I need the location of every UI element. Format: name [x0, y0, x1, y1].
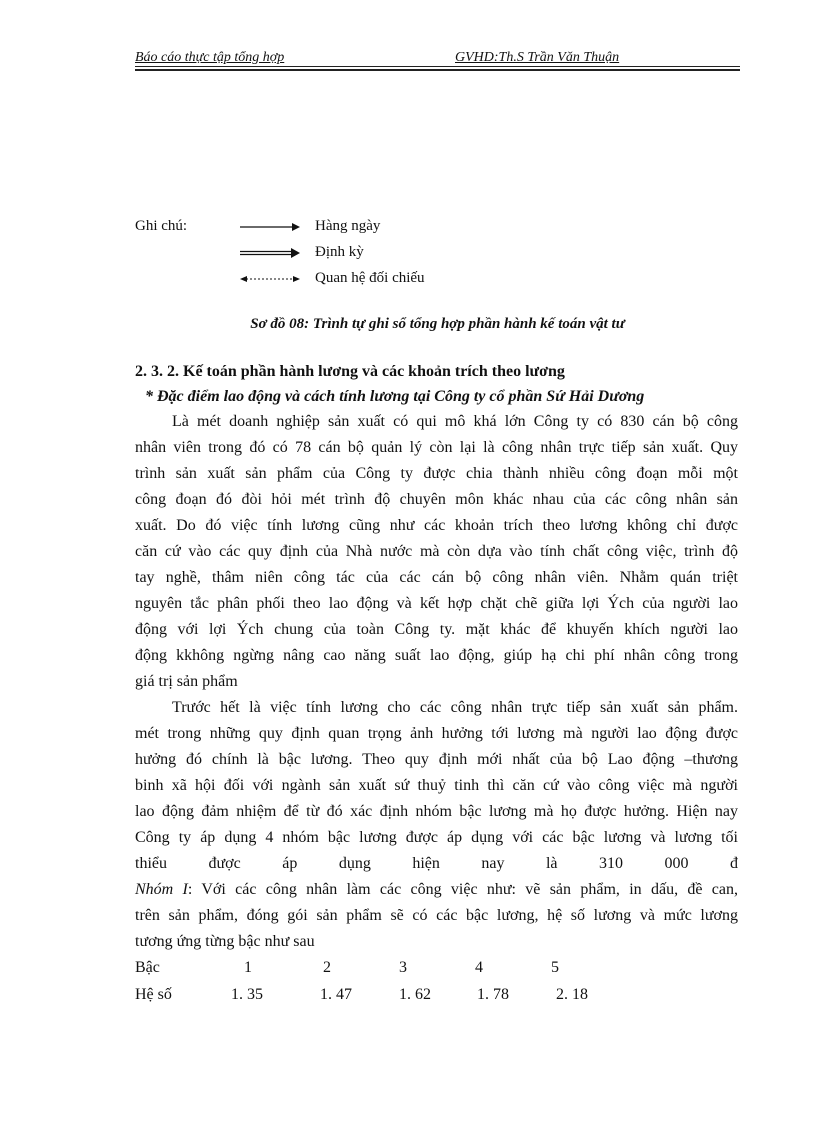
grade-value: 1 — [244, 959, 252, 976]
paragraph-line: động với lợi Ých chung của toàn Công ty. mặt khác để khuyến khích người lao — [135, 621, 738, 638]
paragraph-line: trên sản phẩm, đóng gói sản phẩm sẽ có các bậc lương, hệ số lương và mức lương — [135, 907, 738, 924]
paragraph-line: động kkhông ngừng nâng cao năng suất lao động, giúp hạ chi phí nhân công trong — [135, 647, 738, 664]
group1-text: : Với các công nhân làm các công việc như: vẽ sản phẩm, in dấu, đề can, — [187, 881, 738, 898]
paragraph-line: căn cứ vào các quy định của Nhà nước mà còn dựa vào tính chất công việc, trình độ — [135, 543, 738, 560]
paragraph-line: binh xã hội đối với ngành sản xuất sứ thuỷ tinh thì căn cứ vào công việc mà người — [135, 777, 738, 794]
subsection-heading: * Đặc điểm lao động và cách tính lương tại Công ty cổ phần Sứ Hải Dương — [145, 388, 645, 405]
coefficient-value: 1. 35 — [231, 986, 263, 1003]
coefficient-value: 1. 62 — [399, 986, 431, 1003]
group1-line — [135, 879, 738, 901]
paragraph-line: nguyên tắc phân phối theo lao động và kết hợp chặt chẽ giữa lợi Ých của người lao — [135, 595, 738, 612]
paragraph-line: tương ứng từng bậc như sau — [135, 933, 315, 950]
double-arrow-icon — [240, 247, 300, 259]
legend-text-reconcile: Quan hệ đối chiếu — [315, 270, 425, 286]
grade-value: 5 — [551, 959, 559, 976]
legend-label: Ghi chú: — [135, 218, 188, 234]
legend-text-daily: Hàng ngày — [315, 218, 381, 234]
single-arrow-icon — [240, 221, 300, 233]
coefficient-label: Hệ số — [135, 986, 172, 1003]
grade-value: 2 — [323, 959, 331, 976]
paragraph-line: thiểu được áp dụng hiện nay là 310 000 đ — [135, 855, 738, 872]
header-rule-thin — [135, 66, 740, 67]
grade-value: 3 — [399, 959, 407, 976]
grade-value: 4 — [475, 959, 483, 976]
header-report-title: Báo cáo thực tập tổng hợp — [135, 50, 285, 65]
header-supervisor: GVHD:Th.S Trần Văn Thuận — [455, 50, 620, 65]
paragraph-line: Trước hết là việc tính lương cho các công nhân trực tiếp sản xuất sản phẩm. — [172, 699, 738, 716]
paragraph-line: công đoạn đó đòi hỏi mét trình độ chuyên môn khác nhau của các công nhân sản — [135, 491, 738, 508]
legend-text-periodic: Định kỳ — [315, 244, 364, 260]
paragraph-line: Công ty áp dụng 4 nhóm bậc lương được áp dụng với các bậc lương và lương tối — [135, 829, 738, 846]
grade-label: Bậc — [135, 959, 160, 976]
coefficient-value: 1. 47 — [320, 986, 352, 1003]
paragraph-line: giá trị sản phẩm — [135, 673, 238, 690]
paragraph-line: xuất. Do đó việc tính lương cũng như các khoản trích theo lương không chỉ được — [135, 517, 738, 534]
paragraph-line: Là mét doanh nghiệp sản xuất có qui mô khá lớn Công ty có 830 cán bộ công — [172, 413, 738, 430]
coefficient-value: 1. 78 — [477, 986, 509, 1003]
paragraph-line: hưởng đó chính là bậc lương. Theo quy định mới nhất của bộ Lao động –thương — [135, 751, 738, 768]
diagram-caption: Sơ đồ 08: Trình tự ghi sổ tổng hợp phần hành kế toán vật tư — [250, 316, 625, 332]
paragraph-line: lao động đảm nhiệm để từ đó xác định nhóm bậc lương mà họ được hưởng. Hiện nay — [135, 803, 738, 820]
section-heading: 2. 3. 2. Kế toán phần hành lương và các khoản trích theo lương — [135, 363, 565, 380]
paragraph-line: mét trong những quy định quan trọng ảnh hưởng tới lương mà người lao động được — [135, 725, 738, 742]
paragraph-line: tay nghề, thâm niên công tác của các cán bộ công nhân viên. Nhằm quán triệt — [135, 569, 738, 586]
header-rule-thick — [135, 69, 740, 71]
dashed-double-arrow-icon — [240, 273, 300, 285]
paragraph-line: trình sản xuất sản phẩm của Công ty được chia thành nhiều công đoạn mỗi một — [135, 465, 738, 482]
group1-label: Nhóm I — [135, 881, 188, 898]
coefficient-value: 2. 18 — [556, 986, 588, 1003]
paragraph-line: nhân viên trong đó có 78 cán bộ quản lý còn lại là công nhân trực tiếp sản xuất. Quy — [135, 439, 738, 456]
